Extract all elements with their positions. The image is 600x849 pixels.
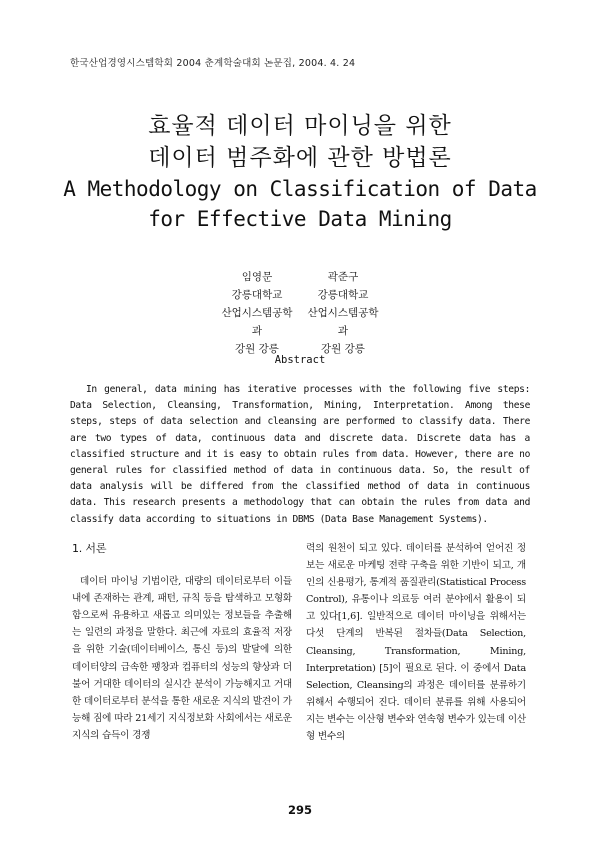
author-block [0, 268, 600, 358]
body-column-right [306, 540, 526, 745]
author-1 [217, 268, 297, 358]
author-university: 강릉대학교 [317, 289, 369, 301]
title-korean-line-1: 효율적 데이터 마이닝을 위한 [148, 113, 452, 139]
author-university: 강릉대학교 [231, 289, 283, 301]
journal-header: 한국산업경영시스템학회 2004 춘계학술대회 논문집, 2004. 4. 24 [70, 58, 356, 69]
author-2 [303, 268, 383, 358]
author-location: 강원 강릉 [235, 343, 279, 355]
author-name: 임영문 [241, 271, 273, 283]
title-english-line-1: A Methodology on Classification of Data [63, 177, 537, 201]
author-department: 산업시스템공학과 [307, 307, 379, 337]
section-heading-introduction: 1. 서론 [72, 542, 107, 555]
introduction-paragraph-left: 데이터 마이닝 기법이란, 대량의 데이터로부터 이들 내에 존재하는 관계, 패턴, 규칙 등을 탐색하고 모형화 함으로써 유용하고 새롭고 의미있는 정보들을 추출해는 일련의 과정을 말한다. 최근에 자료의 효율적 저장을 위한 기술(데이터베이스, 통신 등)의 발달에 의한 데이터양의 급속한 팽창과 컴퓨터의 성능의 향상과 더불어 거대한 데이터의 실시간 분석이 가능해지고 거대한 데이터로부터 분석을 통한 새로운 지식의 발견이 가능해 짐에 따라 21세기 지식정보화 사회에서는 새로운 지식의 습득이 경쟁 [72, 576, 292, 741]
title-english-line-2: for Effective Data Mining [148, 207, 452, 231]
body-column-left [72, 540, 292, 744]
page-number: 295 [287, 803, 312, 817]
abstract-heading: Abstract [274, 354, 326, 366]
title-korean-line-2: 데이터 범주화에 관한 방법론 [148, 145, 452, 171]
author-name: 곽준구 [327, 271, 359, 283]
abstract-text: In general, data mining has iterative processes with the following five steps: Data Selection, Cleansing, Transformation, Mining, Interpretation. Among these steps, steps of data selection and cleansing are performed to classify data. There are two types of data, continuous data and discrete data. Discrete data has a classified structure and it is easy to obtain rules from data. However, there are no general rules for classified method of data in continuous data. So, the result of data analysis will be differed from the classified method of data in continuous data. This research presents a methodology that can obtain the rules from data and classify data according to situations in DBMS (Data Base Management Systems). [70, 384, 530, 525]
title-block [0, 110, 600, 234]
author-department: 산업시스템공학과 [221, 307, 293, 337]
introduction-paragraph-right: 력의 원천이 되고 있다. 데이터를 분석하여 얻어진 정보는 새로운 마케팅 전략 구축을 위한 기반이 되고, 개인의 신용평가, 통계적 품질관리(Statistical Process Control), 유통이나 의료등 여러 분야에서 활용이 되고 있다[1,6]. 일반적으로 데이터 마이닝을 위해서는 다섯 단계의 반복된 절차들(Data Selection, Cleansing, Transformation, Mining, Interpretation) [5]이 필요로 된다. 이 중에서 Data Selection, Cleansing의 과정은 데이터를 분류하기 위해서 수행되어 진다. 데이터 분류를 위해 사용되어 지는 변수는 이산형 변수와 연속형 변수가 있는데 이산형 변수의 [306, 543, 526, 743]
author-location: 강원 강릉 [321, 343, 365, 355]
